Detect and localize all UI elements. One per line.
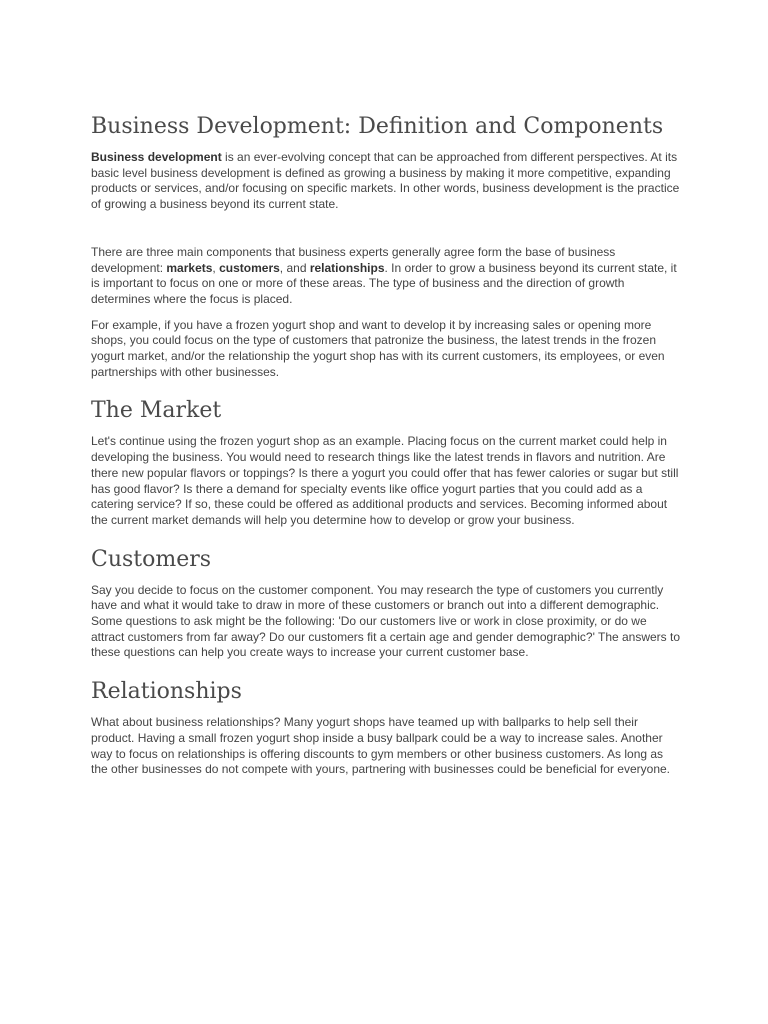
section-heading-relationships: Relationships [91,679,242,705]
section-heading-customers: Customers [91,546,212,572]
term-markets: markets [166,260,213,275]
document-page [91,112,681,788]
intro-text: is an ever-evolving concept that can be approached from different perspectives. At its basic level business development is defined as growing a business by making it more competitive, expanding products or services, and/or focusing on specific markets. In other words, business development is the practice of growing a business beyond its current state. [91,150,680,212]
term-relationships: relationships [309,260,385,275]
page-title: Business Development: Definition and Components [91,114,664,139]
components-sep-2: , and [279,260,310,275]
section-heading-market: The Market [91,398,222,424]
components-paragraph [91,245,681,308]
section-body-customers: Say you decide to focus on the customer component. You may research the type of customers you currently have and what it would take to draw in more of these customers or branch out into a different demographic. Some questions to ask might be the following: 'Do our customers live or work in close proximity, or do we attract customers from far away? Do our customers fit a certain age and gender demographic?' The answers to these questions can help you create ways to increase your current customer base. [91,582,681,660]
section-body-market: Let's continue using the frozen yogurt shop as an example. Placing focus on the current market could help in developing the business. You would need to research things like the latest trends in flavors and nutrition. Are there new popular flavors or toppings? Is there a yogurt you could offer that has fewer calories or sugar but still has good flavor? Is there a demand for specialty events like office yogurt parties that you could add as a catering service? If so, these could be offered as additional products and services. Becoming informed about the current market demands will help you determine how to develop or grow your business. [91,434,679,527]
components-text-1: There are three main components that business experts generally agree form the base of business development: [91,244,616,275]
intro-paragraph [91,150,681,213]
components-sep-1: , [212,260,220,275]
example-paragraph: For example, if you have a frozen yogurt shop and want to develop it by increasing sales or opening more shops, you could focus on the type of customers that patronize the business, the latest trends in the frozen yogurt market, and/or the relationship the yogurt shop has with its current customers, its employees, or even partnerships with other businesses. [91,317,665,379]
intro-bold-term: Business development [91,150,222,164]
term-customers: customers [219,260,280,275]
section-body-relationships: What about business relationships? Many yogurt shops have teamed up with ballparks to help sell their product. Having a small frozen yogurt shop inside a busy ballpark could be a way to increase sales. Another way to focus on relationships is offering discounts to gym members or other business customers. As long as the other businesses do not compete with yours, partnering with businesses could be beneficial for everyone. [91,715,670,777]
components-text-2: . In order to grow a business beyond its current state, it is important to focus on one or more of these areas. The type of business and the direction of growth determines where the focus is placed. [91,260,677,306]
